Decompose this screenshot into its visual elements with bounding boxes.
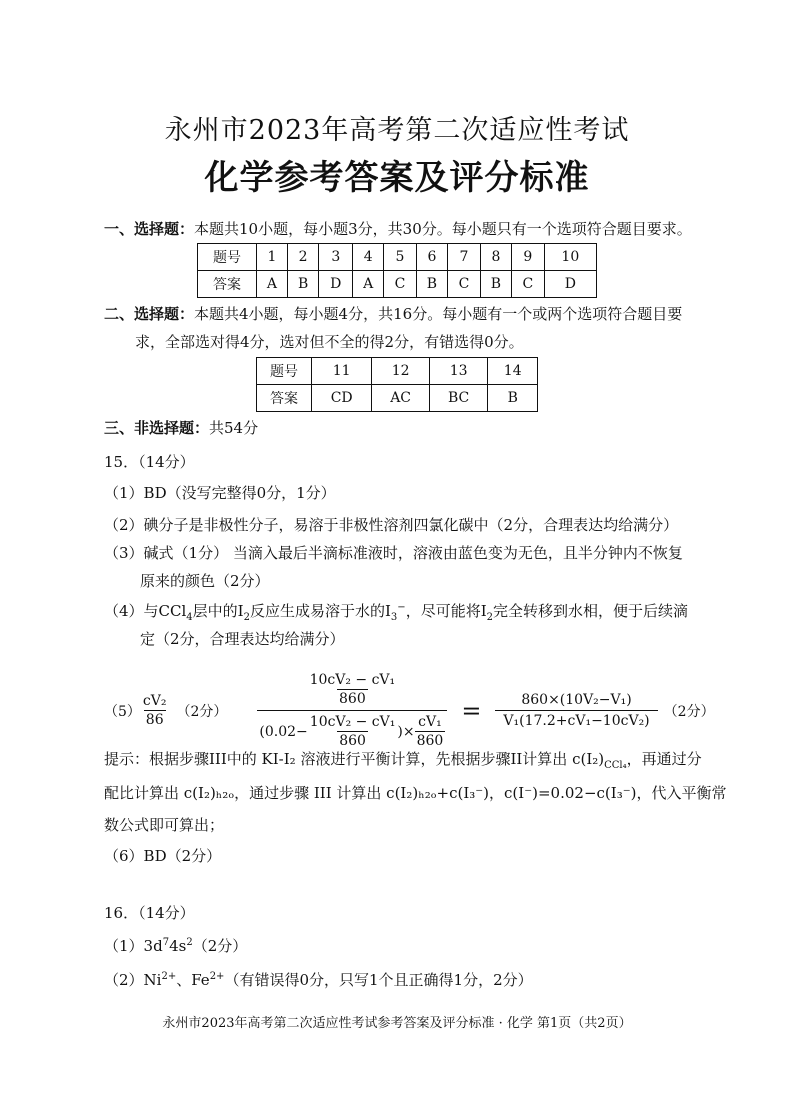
table-cell: C <box>512 271 545 298</box>
table-cell: 答案 <box>198 271 257 298</box>
table-cell: 题号 <box>198 244 257 271</box>
text-segment: ，再通过分 <box>626 750 702 768</box>
text-segment: 提示：根据步骤III中的 KI-I₂ 溶液进行平衡计算，先根据步骤II计算出 c(I₂) <box>104 750 605 768</box>
fraction <box>308 672 398 707</box>
text-segment: 2 <box>186 937 193 948</box>
table-cell: 4 <box>353 244 384 271</box>
table-cell: 6 <box>416 244 447 271</box>
text-segment: CCl₄ <box>604 760 627 771</box>
q15-part6: （6）BD（2分） <box>104 847 222 865</box>
section3-label: 三、非选择题： <box>104 419 210 437</box>
table-cell: C <box>384 271 417 298</box>
text-segment: 反应生成易溶于水的I <box>249 602 391 620</box>
document-subtitle: 化学参考答案及评分标准 <box>204 158 590 198</box>
table-cell: CD <box>312 385 372 412</box>
text-segment: 2+ <box>209 971 225 982</box>
section1-text: 本题共10小题，每小题3分，共30分。每小题只有一个选项符合题目要求。 <box>194 220 692 238</box>
part5-label: （5） <box>104 703 141 720</box>
equals-sign: = <box>461 696 482 725</box>
table-cell: B <box>416 271 447 298</box>
q15-heading: 15．（14分） <box>104 453 195 471</box>
text-segment: 层中的I <box>192 602 244 620</box>
fraction-numerator: cV₁ <box>418 714 442 730</box>
compound-fraction <box>257 672 447 749</box>
section1-label: 一、选择题： <box>104 220 195 238</box>
section2-heading <box>104 303 682 324</box>
fraction-denominator: 860 <box>416 733 444 749</box>
q16-heading: 16．（14分） <box>104 904 195 922</box>
table-cell: 12 <box>372 358 429 385</box>
table-cell: 14 <box>488 358 538 385</box>
table-cell: 答案 <box>257 385 312 412</box>
table-cell: 3 <box>319 244 353 271</box>
table-cell: 2 <box>287 244 318 271</box>
text-segment: （有错误得0分，只写1个且正确得1分，2分） <box>224 971 533 989</box>
fraction <box>415 714 446 749</box>
fraction <box>141 693 169 728</box>
hint-line-3: 数公式即可算出； <box>104 816 225 834</box>
table-cell: AC <box>372 385 429 412</box>
fraction-numerator: 860×(10V₂−V₁) <box>521 692 632 708</box>
fraction-denominator <box>257 710 447 749</box>
fraction-numerator: cV₂ <box>142 693 167 709</box>
hint-line-1 <box>104 748 702 771</box>
fraction <box>308 714 398 749</box>
section1-heading <box>104 218 692 239</box>
table-cell: A <box>257 271 288 298</box>
text-segment: （4）与CCl <box>104 602 187 620</box>
fraction-denominator: V₁(17.2+cV₁−10cV₂) <box>495 710 657 729</box>
text-segment: （1）3d <box>104 937 163 955</box>
table-cell: D <box>319 271 353 298</box>
q15-part3-line1: （3）碱式（1分） 当滴入最后半滴标准液时，溶液由蓝色变为无色，且半分钟内不恢复 <box>104 544 683 562</box>
table-cell: 题号 <box>257 358 312 385</box>
q15-part1: （1）BD（没写完整得0分，1分） <box>104 484 336 502</box>
table-cell: 13 <box>429 358 488 385</box>
table-cell: A <box>353 271 384 298</box>
text-segment: 、Fe <box>176 971 210 989</box>
fraction-numerator <box>306 672 400 710</box>
section3-text: 共54分 <box>209 419 259 437</box>
q15-part5 <box>104 672 715 749</box>
q15-part3-line2: 原来的颜色（2分） <box>140 572 270 590</box>
fraction-denominator: 860 <box>339 733 366 749</box>
table-cell: 5 <box>384 244 417 271</box>
hint-line-2: 配比计算出 c(I₂)ₕ₂ₒ，通过步骤 III 计算出 c(I₂)ₕ₂ₒ+c(I₃⁻)，c(I⁻)=0.02−c(I₃⁻)，代入平衡常 <box>104 784 727 802</box>
table-cell: C <box>448 271 481 298</box>
text-segment: 7 <box>162 937 170 948</box>
fraction-denominator: 86 <box>145 712 164 728</box>
fraction-numerator: 10cV₂ − cV₁ <box>309 714 396 730</box>
table-cell: B <box>488 385 538 412</box>
table-cell: 8 <box>480 244 511 271</box>
section2-text-1: 本题共4小题，每小题4分，共16分。每小题有一个或两个选项符合题目要 <box>194 305 683 323</box>
table-cell: 9 <box>512 244 545 271</box>
table-row <box>257 358 538 385</box>
text-segment: )× <box>397 723 415 740</box>
q15-part2: （2）碘分子是非极性分子，易溶于非极性溶剂四氯化碳中（2分，合理表达均给满分） <box>104 516 679 534</box>
table-cell: D <box>544 271 596 298</box>
table-cell: B <box>480 271 511 298</box>
text-segment: （2分） <box>192 937 248 955</box>
table-cell: 7 <box>448 244 481 271</box>
section2-text-2: 求，全部选对得4分，选对但不全的得2分，有错选得0分。 <box>135 333 524 351</box>
score-note: （2分） <box>176 703 228 720</box>
q15-part4-line1: （4）与CCl$_4$层中的$I_2$反应生成易溶于水的$I_3^-$，尽可能将$I_2$完全转移到水相，便于后续滴 <box>104 602 689 623</box>
table-cell: BC <box>429 385 488 412</box>
text-segment: (0.02− <box>259 723 308 740</box>
exam-title: 永州市2023年高考第二次适应性考试 <box>164 115 630 146</box>
score-note: （2分） <box>663 703 715 720</box>
answer-table-1 <box>197 243 597 298</box>
text-segment: 4s <box>169 937 187 955</box>
table-row <box>198 271 597 298</box>
q16-part2 <box>104 969 533 990</box>
text-segment: （2）Ni <box>104 971 162 989</box>
section3-heading <box>104 417 258 438</box>
q16-part1 <box>104 935 247 956</box>
text-segment: 2+ <box>161 971 177 982</box>
fraction-denominator: 860 <box>339 691 366 707</box>
fraction <box>495 692 657 729</box>
fraction-numerator: 10cV₂ − cV₁ <box>309 672 396 688</box>
table-row <box>257 385 538 412</box>
table-row <box>198 244 597 271</box>
q15-part4-line2: 定（2分，合理表达均给满分） <box>140 630 345 648</box>
table-cell: 11 <box>312 358 372 385</box>
page-footer: 永州市2023年高考第二次适应性考试参考答案及评分标准 · 化学 第1页（共2页） <box>162 1016 632 1031</box>
section2-label: 二、选择题： <box>104 305 195 323</box>
text-segment: ，尽可能将I <box>405 602 487 620</box>
table-cell: 1 <box>257 244 288 271</box>
table-cell: B <box>287 271 318 298</box>
text-segment: 完全转移到水相，便于后续滴 <box>493 602 689 620</box>
table-cell: 10 <box>544 244 596 271</box>
answer-table-2 <box>256 357 538 412</box>
